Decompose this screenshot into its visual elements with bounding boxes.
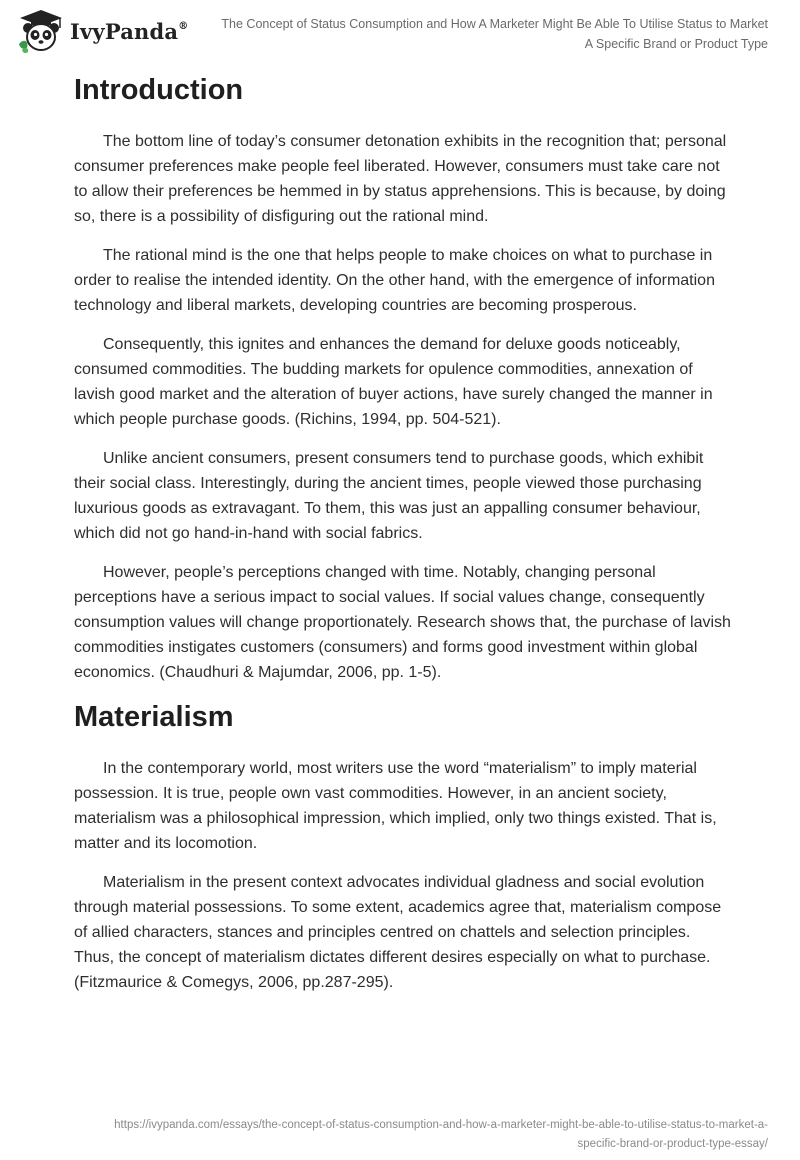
document-title-line-2: A Specific Brand or Product Type bbox=[584, 37, 768, 51]
paragraph: The rational mind is the one that helps people to make choices on what to purchase in order to realise the intended identity. On the other hand, with the emergence of information technology and liberal markets, developing countries are becoming prosperous. bbox=[74, 247, 715, 314]
ivypanda-logo[interactable] bbox=[16, 8, 188, 54]
document-title bbox=[188, 14, 768, 54]
section-heading-materialism: Materialism bbox=[74, 701, 234, 733]
brand-name: IvyPanda® bbox=[70, 18, 189, 44]
essay-body bbox=[74, 62, 734, 1009]
paragraph: The bottom line of today’s consumer detonation exhibits in the recognition that; personal consumer preferences make people feel liberated. However, consumers must take care not to allow their preferences be hemmed in by status apprehensions. This is because, by doing so, there is a possibility of disfiguring out the rational mind. bbox=[74, 133, 727, 225]
paragraph: However, people’s perceptions changed with time. Notably, changing personal perceptions have a serious impact to social values. If social values change, consequently consumption values will change proportionately. Research shows that, the purchase of lavish commodities instigates customers (consumers) and forms good investment within global economics. (Chaudhuri & Majumdar, 2006, pp. 1-5). bbox=[74, 564, 731, 681]
paragraph: Unlike ancient consumers, present consumers tend to purchase goods, which exhibit their social class. Interestingly, during the ancient times, people viewed those purchasing luxurious goods as extravagant. To them, this was just an appalling consumer behaviour, which did not go hand-in-hand with social fabrics. bbox=[74, 450, 704, 542]
source-url[interactable] bbox=[48, 1116, 768, 1154]
document-title-line-1: The Concept of Status Consumption and How A Marketer Might Be Able To Utilise Status to Market bbox=[221, 17, 768, 31]
panda-graduate-icon bbox=[16, 8, 66, 54]
page-header bbox=[0, 0, 800, 62]
paragraph: Materialism in the present context advocates individual gladness and social evolution through material possessions. To some extent, academics agree that, materialism compose of allied characters, stances and principles centred on chattels and selection principles. Thus, the concept of materialism dictates different desires especially on what to purchase. (Fitzmaurice & Comegys, 2006, pp.287-295). bbox=[74, 874, 722, 991]
source-url-line-2: specific-brand-or-product-type-essay/ bbox=[577, 1138, 768, 1150]
paragraph: Consequently, this ignites and enhances the demand for deluxe goods noticeably, consumed commodities. The budding markets for opulence commodities, annexation of lavish good market and the alteration of buyer actions, have surely changed the manner in which people purchase goods. (Richins, 1994, pp. 504-521). bbox=[74, 336, 713, 428]
section-heading-introduction: Introduction bbox=[74, 74, 244, 106]
paragraph: In the contemporary world, most writers use the word “materialism” to imply material possession. It is true, people own vast commodities. However, in an ancient society, materialism was a philosophical impression, which implied, only two things existed. That is, matter and its locomotion. bbox=[74, 760, 717, 852]
source-url-line-1: https://ivypanda.com/essays/the-concept-of-status-consumption-and-how-a-marketer-might-be-able-to-utilise-status-to-market-a- bbox=[114, 1119, 768, 1131]
